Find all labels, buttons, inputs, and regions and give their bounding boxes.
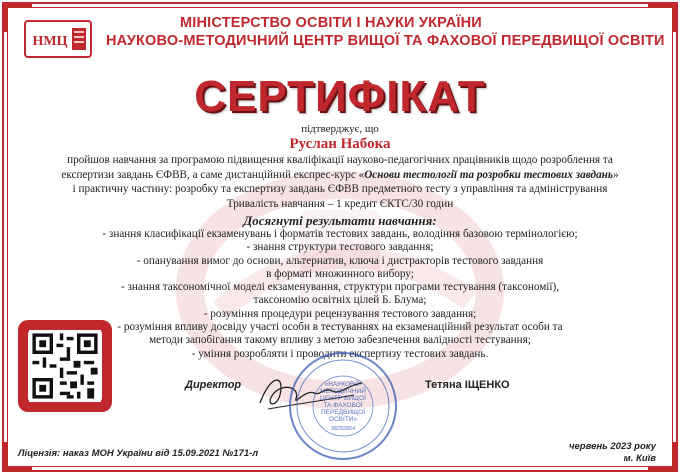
confirms-text: підтверджує, що [301,123,379,135]
body-line [40,168,640,183]
issue-date-block [569,441,656,465]
stamp-code: 38292864 [330,426,356,432]
course-name: Основи тестології та розробки тестових завдань [364,168,614,181]
official-stamp [287,350,399,462]
body-text-suffix: » [613,168,619,181]
result-item: - розуміння процедури рецензування тестового завдання; [203,307,477,320]
stamp-text: ЦЕНТР ВИЩОЇ [320,395,366,402]
issue-date: червень 2023 року [568,441,656,452]
result-item: - опанування вимог до основи, альтернатив, ключа і дистракторів тестового завдання [136,254,544,267]
result-item: - знання таксономічної моделі екзаменування, структури програми тестування (таксономії), [120,281,560,294]
certificate-title: СЕРТИФІКАТ [194,72,486,121]
ministry-name: МІНІСТЕРСТВО ОСВІТИ І НАУКИ УКРАЇНИ [180,15,482,31]
qr-code-frame [18,320,112,412]
qr-code-background [28,330,102,402]
duration-line: Тривалість навчання – 1 кредит ЄКТС/30 годин [226,197,454,210]
stamp-text: «НАУКОВО- [324,381,362,388]
center-name: НАУКОВО-МЕТОДИЧНИЙ ЦЕНТР ВИЩОЇ ТА ФАХОВОЇ ПЕРЕДВИЩОЇ ОСВІТИ [106,33,665,49]
result-item: - знання структури тестового завдання; [246,241,434,254]
result-item: таксономію освітніх цілей Б. Блума; [253,294,427,307]
stamp-text: ПЕРЕДВИЩОЇ [320,409,366,416]
results-list [60,228,620,361]
course-description [40,153,640,211]
result-item: в форматі множинного вибору; [266,267,414,280]
result-item: методи запобігання такому впливу з метою забезпечення валідності тестування; [149,334,531,347]
qr-code[interactable] [28,330,102,402]
issue-city: м. Київ [623,453,656,464]
stamp-text: МЕТОДИЧНИЙ [320,388,366,395]
result-item: - знання класифікації екзаменувань і форматів тестових завдань, володіння базовою термінологією; [102,228,578,240]
result-item: - розуміння впливу досвіду участі особи в тестуваннях на екзаменаційний результат особи та [117,321,563,334]
license-text: Ліцензія: наказ МОН України від 15.09.2021 №171-л [18,448,259,459]
corner-ornament [648,4,676,32]
body-text-prefix: експертизи завдань ЄФВВ, а саме дистанційний експрес-курс « [61,168,365,181]
nmc-logo [24,20,92,58]
director-label: Директор [185,379,242,391]
director-name: Тетяна ІЩЕНКО [425,379,510,391]
recipient-name: Руслан Набока [289,136,391,152]
body-line: і практичну частину: розробку та експертизу завдань ЄФВВ предметного тесту з управління та адміністрування [72,183,608,195]
results-title: Досягнуті результати навчання: [243,213,437,228]
logo-text: НМЦ [32,34,68,49]
stamp-text: ОСВІТИ» [328,416,358,423]
stamp-text: ТА ФАХОВОЇ [323,402,363,409]
body-line: пройшов навчання за програмою підвищення кваліфікації науково-педагогічних працівників щодо розроблення та [67,154,613,166]
result-item: - уміння розробляти і проводити експертизу тестових завдань. [191,347,489,360]
